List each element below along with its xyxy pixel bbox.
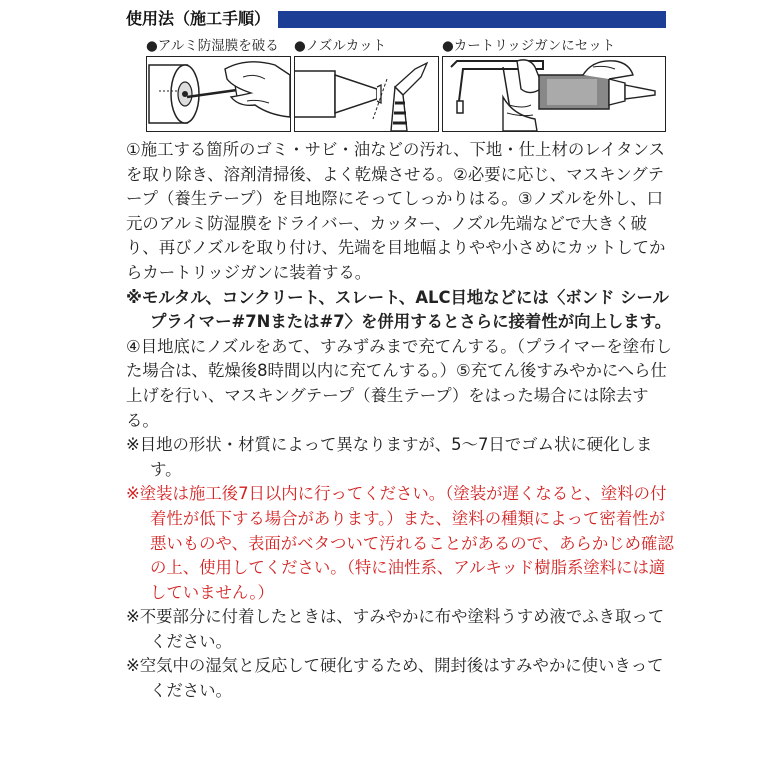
step-2-illustration [294,56,439,132]
step-3-illustration [442,56,666,132]
step-1-label: ●アルミ防湿膜を破る [146,38,279,54]
instructions [126,138,674,704]
curing-note: ※目地の形状・材質によって異なりますが、5〜7日でゴム状に硬化します。 [126,435,653,479]
instruction-paragraph-1: ①施工する箇所のゴミ・サビ・油などの汚れ、下地・仕上材のレイタンスを取り除き、溶剤清掃後、よく乾燥させる。②必要に応じ、マスキングテープ（養生テープ）を目地際にそってしっかりはる。③ノズルを外し、口元のアルミ防湿膜をドライバー、カッター、ノズル先端などで大きく破り、再びノズルを取り付け、先端を目地幅よりやや小さめにカットしてからカートリッジガンに装着する。 [126,140,666,282]
nozzle-cut-icon [295,57,438,131]
painting-warning: ※塗装は施工後7日以内に行ってください。（塗装が遅くなると、塗料の付着性が低下する場合があります。）また、塗料の種類によって密着性が悪いものや、表面がベタついて汚れることがあるので、あらかじめ確認の上、使用してください。（特に油性系、アルキッド樹脂系塗料には適していません。） [126,484,674,602]
pierce-foil-icon [147,57,290,131]
cartridge-gun-icon [443,57,665,131]
cleanup-note: ※不要部分に付着したときは、すみやかに布や塗料うすめ液でふき取ってください。 [126,607,665,651]
step-2-label: ●ノズルカット [294,38,387,54]
step-1-illustration [146,56,291,132]
section-title: 使用法（施工手順） [126,8,278,30]
step-3-label: ●カートリッジガンにセット [442,38,616,54]
section-header [126,8,666,30]
instruction-paragraph-2: ④目地底にノズルをあて、すみずみまで充てんする。（プライマーを塗布した場合は、乾燥後8時間以内に充てんする。）⑤充てん後すみやかにへら仕上げを行い、マスキングテープ（養生テープ）をはった場合には除去する。 [126,336,672,430]
step-illustrations [126,36,668,132]
storage-note: ※空気中の湿気と反応して硬化するため、開封後はすみやかに使いきってください。 [126,656,664,701]
primer-note: ※モルタル、コンクリート、スレート、ALC目地などには〈ボンド シールプライマー#7Nまたは#7〉を併用するとさらに接着性が向上します。 [126,287,672,332]
